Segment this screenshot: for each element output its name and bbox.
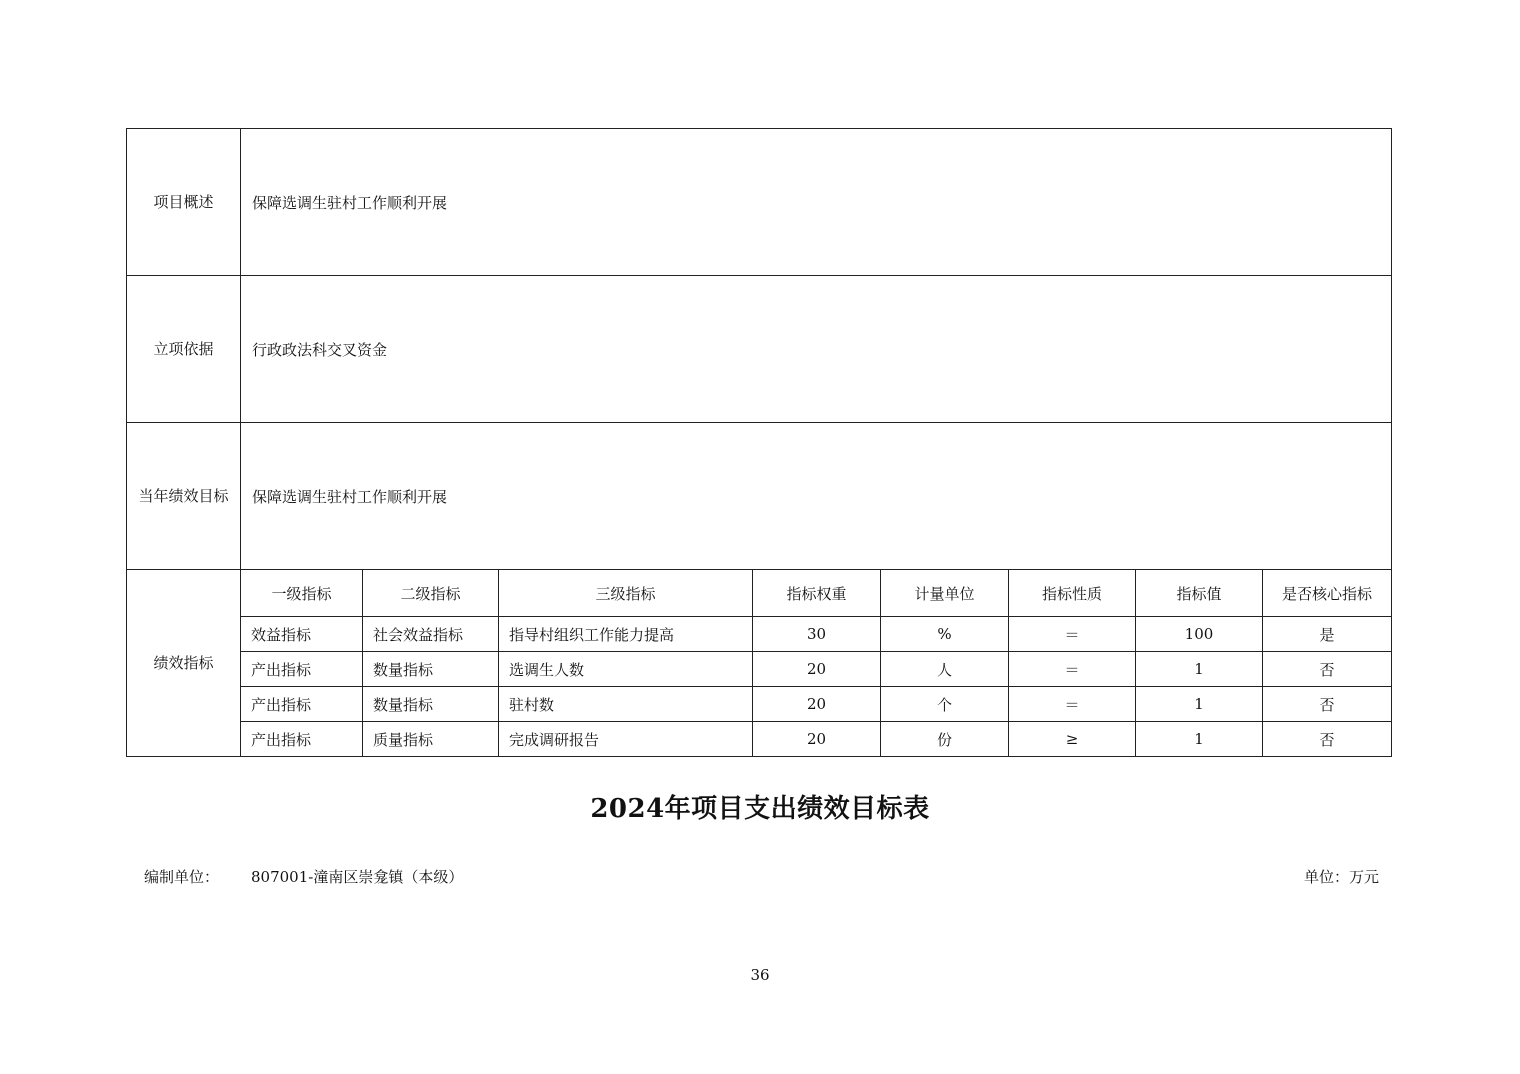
project-performance-table — [126, 128, 1392, 757]
cell-level1: 产出指标 — [241, 722, 363, 757]
cell-unit: 人 — [881, 652, 1009, 687]
overview-row — [127, 129, 1392, 276]
header-core: 是否核心指标 — [1263, 570, 1392, 617]
cell-value: 1 — [1136, 687, 1263, 722]
overview-label: 项目概述 — [127, 129, 241, 276]
basis-row — [127, 276, 1392, 423]
overview-value: 保障选调生驻村工作顺利开展 — [241, 129, 1392, 276]
cell-core: 否 — [1263, 687, 1392, 722]
cell-core: 否 — [1263, 722, 1392, 757]
header-level1: 一级指标 — [241, 570, 363, 617]
cell-weight: 30 — [753, 617, 881, 652]
cell-level3: 选调生人数 — [499, 652, 753, 687]
indicators-label: 绩效指标 — [127, 570, 241, 757]
page-number: 36 — [750, 966, 770, 984]
cell-value: 1 — [1136, 652, 1263, 687]
indicator-header-row — [127, 570, 1392, 617]
goal-row — [127, 423, 1392, 570]
cell-nature: ≥ — [1009, 722, 1136, 757]
table-row — [127, 617, 1392, 652]
compiling-unit-label: 编制单位： — [144, 868, 220, 886]
cell-level2: 社会效益指标 — [363, 617, 499, 652]
cell-unit: 份 — [881, 722, 1009, 757]
cell-weight: 20 — [753, 687, 881, 722]
goal-value: 保障选调生驻村工作顺利开展 — [241, 423, 1392, 570]
header-level3: 三级指标 — [499, 570, 753, 617]
currency-unit-label: 单位：万元 — [1303, 868, 1379, 886]
header-nature: 指标性质 — [1009, 570, 1136, 617]
cell-unit: 个 — [881, 687, 1009, 722]
cell-value: 100 — [1136, 617, 1263, 652]
cell-level1: 产出指标 — [241, 652, 363, 687]
section-title: 2024年项目支出绩效目标表 — [590, 794, 930, 824]
cell-level1: 效益指标 — [241, 617, 363, 652]
goal-label: 当年绩效目标 — [127, 423, 241, 570]
cell-unit: % — [881, 617, 1009, 652]
header-value: 指标值 — [1136, 570, 1263, 617]
header-weight: 指标权重 — [753, 570, 881, 617]
cell-level1: 产出指标 — [241, 687, 363, 722]
cell-level2: 数量指标 — [363, 687, 499, 722]
cell-level2: 质量指标 — [363, 722, 499, 757]
cell-weight: 20 — [753, 722, 881, 757]
cell-nature: ＝ — [1009, 652, 1136, 687]
cell-level3: 指导村组织工作能力提高 — [499, 617, 753, 652]
basis-value: 行政政法科交叉资金 — [241, 276, 1392, 423]
header-level2: 二级指标 — [363, 570, 499, 617]
cell-core: 否 — [1263, 652, 1392, 687]
cell-nature: ＝ — [1009, 617, 1136, 652]
cell-nature: ＝ — [1009, 687, 1136, 722]
header-unit: 计量单位 — [881, 570, 1009, 617]
cell-level3: 完成调研报告 — [499, 722, 753, 757]
cell-value: 1 — [1136, 722, 1263, 757]
cell-core: 是 — [1263, 617, 1392, 652]
compiling-unit-value: 807001-潼南区崇龛镇（本级） — [251, 868, 464, 886]
table-row — [127, 687, 1392, 722]
table-row — [127, 652, 1392, 687]
cell-level2: 数量指标 — [363, 652, 499, 687]
cell-weight: 20 — [753, 652, 881, 687]
cell-level3: 驻村数 — [499, 687, 753, 722]
table-row — [127, 722, 1392, 757]
basis-label: 立项依据 — [127, 276, 241, 423]
